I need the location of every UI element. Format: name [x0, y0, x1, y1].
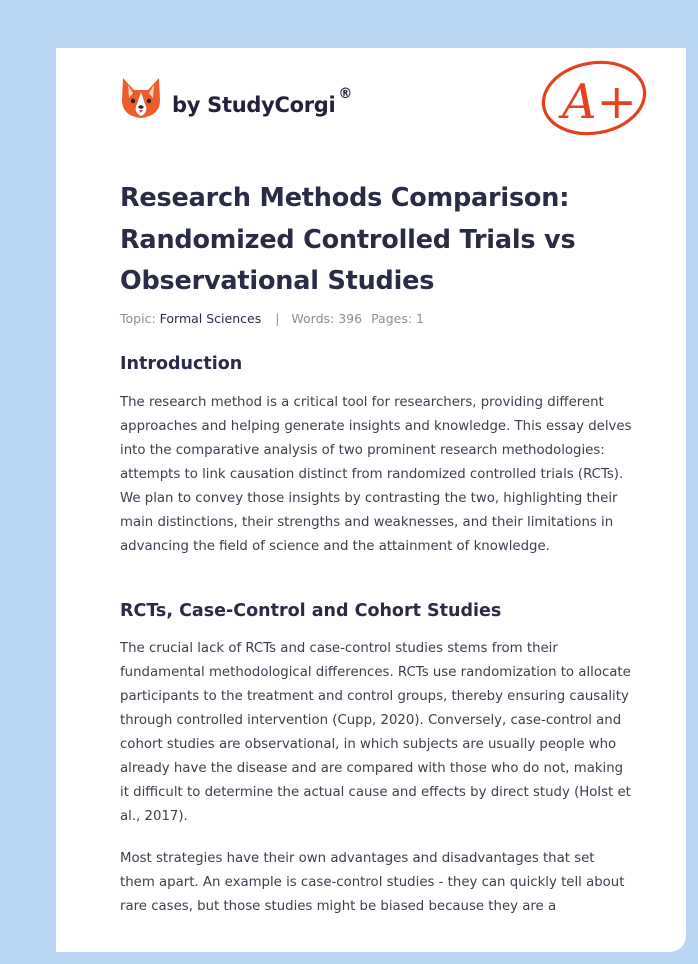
paragraph: Most strategies have their own advantages and disadvantages that set them apart. An example is case-control studies - they can quickly tell about rare cases, but those studies might be biased because they are a: [120, 851, 625, 914]
page-title: Research Methods Comparison: Randomized Controlled Trials vs Observational Studies: [120, 183, 576, 296]
meta-separator: |: [275, 311, 280, 326]
page-count: Pages: 1: [371, 311, 424, 326]
document-page: [56, 48, 686, 952]
topic-link[interactable]: Formal Sciences: [159, 311, 262, 326]
document-meta: [120, 311, 424, 326]
topic-label: Topic:: [120, 311, 156, 326]
word-count: Words: 396: [291, 311, 363, 326]
corgi-icon: [120, 76, 162, 120]
section-heading-rcts: RCTs, Case-Control and Cohort Studies: [120, 601, 502, 621]
logo-text: by StudyCorgi ®: [172, 86, 353, 117]
paragraph: The research method is a critical tool for researchers, providing different approaches and helping generate insights and knowledge. This essay delves into the comparative analysis of two prominent research methodologies: attempts to link causation distinct from randomized controlled trials (RCTs). We plan to convey those insights by contrasting the two, highlighting their main distinctions, their strengths and weaknesses, and their limitations in advancing the field of science and the attainment of knowledge.: [120, 395, 632, 554]
section-heading-introduction: Introduction: [120, 354, 243, 374]
svg-text:A+: A+: [562, 74, 637, 130]
studycorgi-logo[interactable]: [120, 76, 352, 120]
paragraph: The crucial lack of RCTs and case-control studies stems from their fundamental methodological differences. RCTs use randomization to allocate participants to the treatment and control groups, thereby ensuring causality through controlled intervention (Cupp, 2020). Conversely, case-control and cohort studies are observational, in which subjects are usually people who already have the disease and are compared with those who do not, making it difficult to determine the actual cause and effects by direct study (Holst et al., 2017).: [120, 641, 631, 824]
a-plus-grade-badge: [538, 58, 650, 140]
